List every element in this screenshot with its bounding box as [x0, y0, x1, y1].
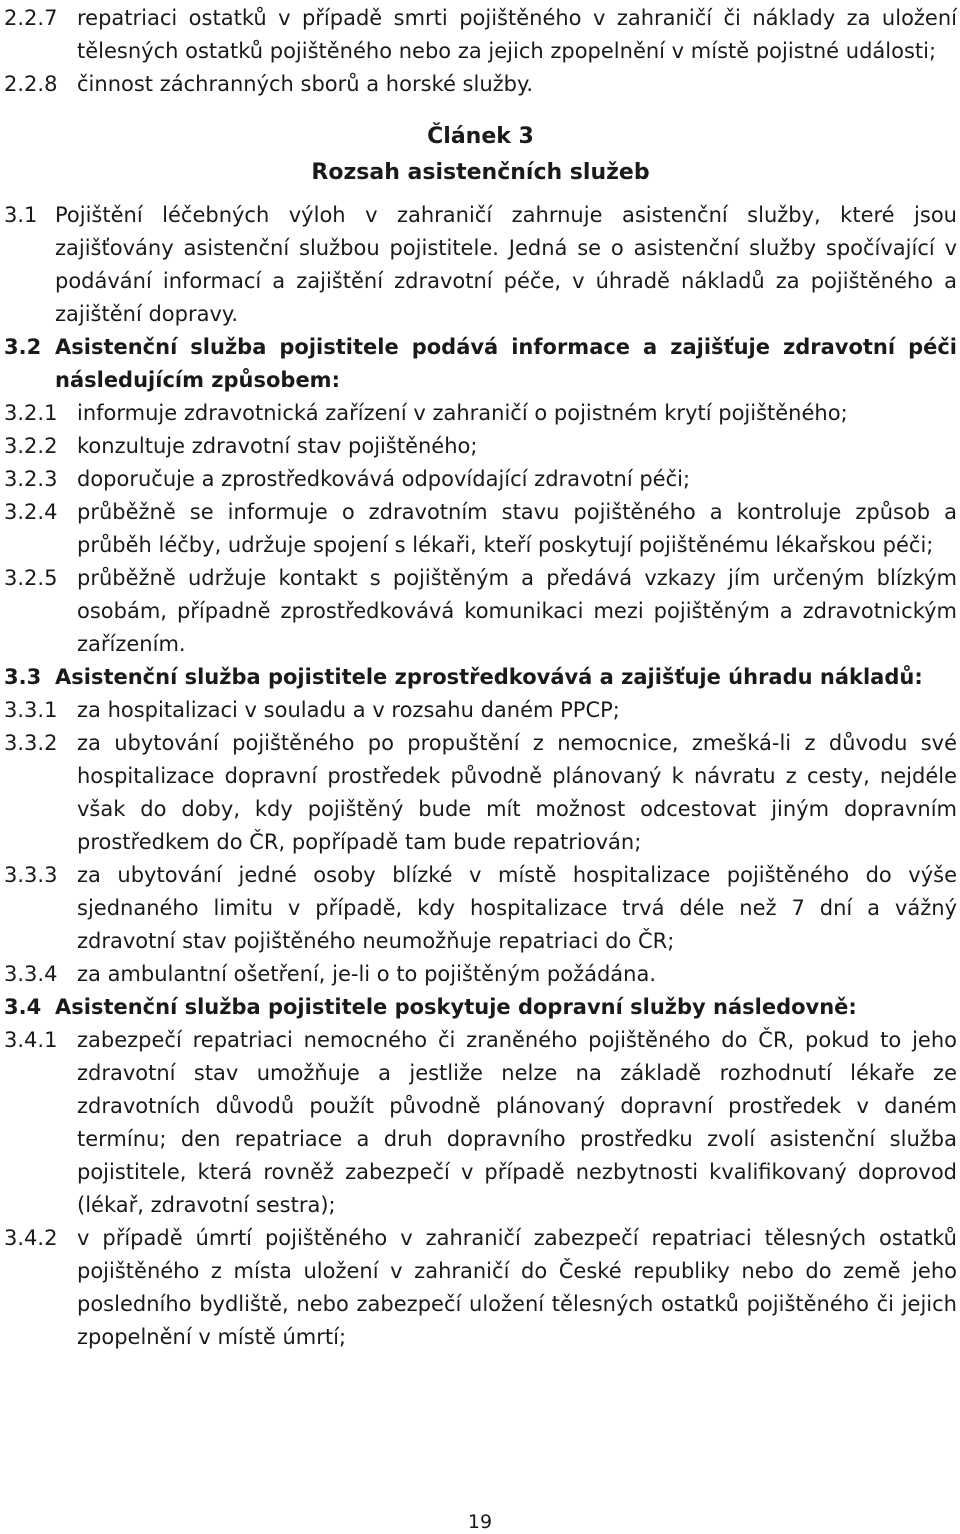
clause-text: průběžně udržuje kontakt s pojištěným a předává vzkazy jím určeným blízkým osobám, případně zprostředkovává komunikaci mezi pojištěným a zdravotnickým zařízením. — [77, 566, 957, 656]
clause-number: 2.2.8 — [4, 72, 58, 96]
clause-3-3-3 — [4, 859, 957, 958]
article-number: Článek 3 — [427, 124, 534, 149]
section-number: 3.4 — [4, 995, 42, 1019]
page-number: 19 — [467, 1511, 493, 1533]
article-title: Rozsah asistenčních služeb — [311, 160, 650, 185]
clause-number: 3.2.5 — [4, 566, 58, 590]
section-text: Pojištění léčebných výloh v zahraničí zahrnuje asistenční služby, které jsou zajišťovány asistenční službou pojistitele. Jedná se o asistenční služby spočívající v podávání informací a zajištění zdravotní péče, v úhradě nákladů za pojištěného a zajištění dopravy. — [55, 203, 957, 326]
clause-text: v případě úmrtí pojištěného v zahraničí zabezpečí repatriaci tělesných ostatků pojištěného z místa uložení v zahraničí do České republiky nebo do země jeho posledního bydliště, nebo zabezpečí uložení tělesných ostatků pojištěného či jejich zpopelnění v místě úmrtí; — [77, 1226, 957, 1349]
clause-text: za ubytování jedné osoby blízké v místě hospitalizace pojištěného do výše sjednaného limitu v případě, kdy hospitalizace trvá déle než 7 dní a vážný zdravotní stav pojištěného neumožňuje repatriaci do ČR; — [77, 863, 957, 953]
clause-number: 3.2.3 — [4, 467, 58, 491]
section-3-1 — [4, 199, 957, 331]
clause-3-4-1 — [4, 1024, 957, 1222]
clause-number: 3.4.2 — [4, 1226, 58, 1250]
clause-number: 3.2.1 — [4, 401, 58, 425]
clause-number: 3.3.3 — [4, 863, 58, 887]
clause-3-2-4 — [4, 496, 957, 562]
clause-2-2-8 — [4, 68, 957, 101]
clause-3-3-4 — [4, 958, 957, 991]
clause-text: konzultuje zdravotní stav pojištěného; — [77, 434, 478, 458]
section-3-4-heading — [4, 991, 957, 1024]
clause-text: za ubytování pojištěného po propuštění z nemocnice, zmešká-li z důvodu své hospitalizace dopravní prostředek původně plánovaný k návratu z cesty, nejdéle však do doby, kdy pojištěný bude mít možnost odcestovat jiným dopravním prostředkem do ČR, popřípadě tam bude repatriován; — [77, 731, 957, 854]
clause-3-3-1 — [4, 694, 957, 727]
clause-2-2-7 — [4, 2, 957, 68]
clause-3-4-2 — [4, 1222, 957, 1354]
document-body — [4, 2, 957, 1354]
clause-number: 2.2.7 — [4, 6, 58, 30]
section-heading: Asistenční služba pojistitele podává informace a zajišťuje zdravotní péči následujícím způsobem: — [55, 335, 957, 392]
clause-text: informuje zdravotnická zařízení v zahraničí o pojistném krytí pojištěného; — [77, 401, 848, 425]
clause-text: zabezpečí repatriaci nemocného či zraněného pojištěného do ČR, pokud to jeho zdravotní stav umožňuje a jestliže nelze na základě rozhodnutí lékaře ze zdravotních důvodů použít původně plánovaný dopravní prostředek v daném termínu; den repatriace a druh dopravního prostředku zvolí asistenční služba pojistitele, která rovněž zabezpečí v případě nezbytnosti kvalifikovaný doprovod (lékař, zdravotní sestra); — [77, 1028, 957, 1217]
clause-number: 3.2.4 — [4, 500, 58, 524]
clause-3-2-5 — [4, 562, 957, 661]
clause-3-2-1 — [4, 397, 957, 430]
clause-3-3-2 — [4, 727, 957, 859]
clause-3-2-3 — [4, 463, 957, 496]
clause-text: repatriaci ostatků v případě smrti pojištěného v zahraničí či náklady za uložení tělesných ostatků pojištěného nebo za jejich zpopelnění v místě pojistné události; — [77, 6, 957, 63]
section-number: 3.3 — [4, 665, 42, 689]
clause-3-2-2 — [4, 430, 957, 463]
section-number: 3.2 — [4, 335, 42, 359]
section-heading: Asistenční služba pojistitele zprostředkovává a zajišťuje úhradu nákladů: — [55, 665, 923, 689]
clause-number: 3.2.2 — [4, 434, 58, 458]
section-heading: Asistenční služba pojistitele poskytuje dopravní služby následovně: — [55, 995, 857, 1019]
clause-number: 3.4.1 — [4, 1028, 58, 1052]
clause-text: za hospitalizaci v souladu a v rozsahu daném PPCP; — [77, 698, 620, 722]
clause-text: průběžně se informuje o zdravotním stavu pojištěného a kontroluje způsob a průběh léčby, udržuje spojení s lékaři, kteří poskytují pojištěnému lékařskou péči; — [77, 500, 957, 557]
clause-text: činnost záchranných sborů a horské služby. — [77, 72, 534, 96]
section-3-2-heading — [4, 331, 957, 397]
clause-text: doporučuje a zprostředkovává odpovídající zdravotní péči; — [77, 467, 691, 491]
clause-text: za ambulantní ošetření, je-li o to pojištěným požádána. — [77, 962, 657, 986]
clause-number: 3.3.2 — [4, 731, 58, 755]
clause-number: 3.3.4 — [4, 962, 58, 986]
section-number: 3.1 — [4, 203, 38, 227]
clause-number: 3.3.1 — [4, 698, 58, 722]
section-3-3-heading — [4, 661, 957, 694]
